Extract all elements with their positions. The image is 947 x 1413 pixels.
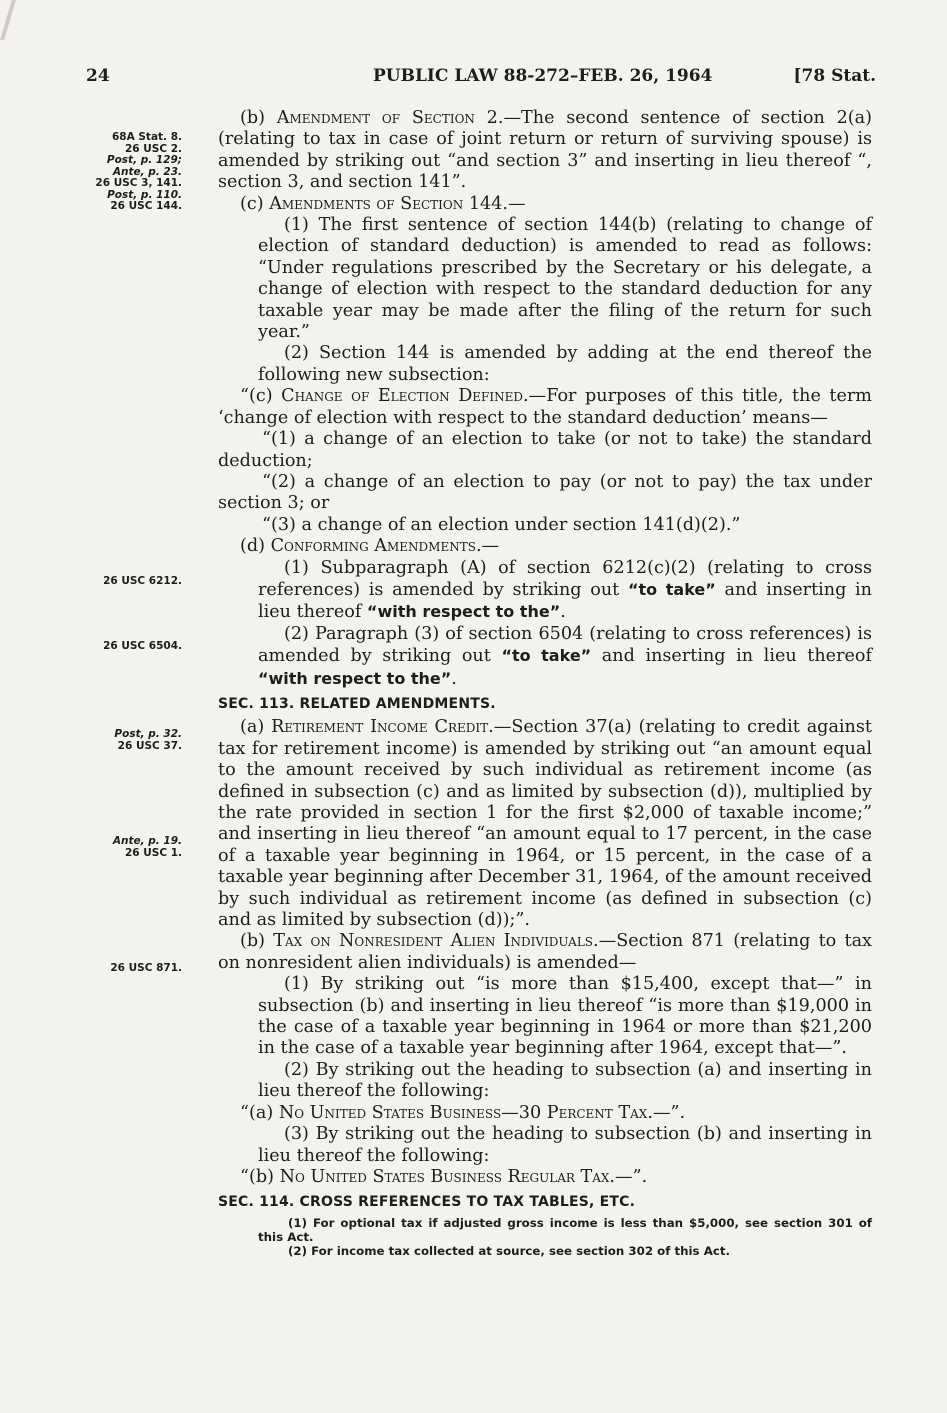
- paragraph-t2: (2) By striking out the heading to subsection (a) and inserting in lieu thereof the following:: [258, 1059, 872, 1102]
- caption: Amendments of Section 144.: [269, 193, 509, 214]
- running-header: [86, 66, 876, 94]
- quoted-heading-a: “(a) No United States Business—30 Percent Tax.—”.: [240, 1102, 686, 1123]
- margin-note: 26 USC 3, 141.: [95, 177, 182, 189]
- paragraph-d2: (2) Paragraph (3) of section 6504 (relating to cross references) is amended by striking out “to take” and inserting in lieu thereof “with respect to the”.: [258, 623, 873, 689]
- caption: No United States Business—30 Percent Tax.: [278, 1102, 653, 1123]
- section-heading-113: SEC. 113. RELATED AMENDMENTS.: [218, 695, 496, 712]
- margin-note: Post, p. 32.: [114, 728, 182, 740]
- page-number: 24: [86, 66, 110, 86]
- margin-note: 26 USC 6212.: [103, 575, 182, 587]
- header-title: PUBLIC LAW 88-272–FEB. 26, 1964: [373, 66, 713, 86]
- cross-reference-1: (1) For optional tax if adjusted gross income is less than $5,000, see section 301 of this Act.: [258, 1215, 872, 1244]
- margin-note: 26 USC 144.: [110, 200, 182, 212]
- paragraph-c2: (2) Section 144 is amended by adding at the end thereof the following new subsection:: [258, 343, 872, 385]
- header-statute: [78 Stat.: [793, 66, 876, 86]
- caption: Tax on Nonresident Alien Individuals.: [273, 931, 599, 952]
- quoted-clause-3: “(3) a change of an election under section 141(d)(2).”: [262, 514, 741, 535]
- paragraph-d: (d) Conforming Amendments.—: [240, 536, 500, 557]
- paragraph-b: (b) Amendment of Section 2.—The second sentence of section 2(a) (relating to tax in case of joint return or return of surviving spouse) is amended by striking out “and section 3” and inserting in lieu thereof “, section 3, and section 141”.: [218, 108, 872, 193]
- paragraph-nonresident: (b) Tax on Nonresident Alien Individuals.—Section 871 (relating to tax on nonresident alien individuals) is amended—: [218, 931, 872, 973]
- caption: Conforming Amendments.: [270, 536, 482, 557]
- quoted-heading-b: “(b) No United States Business Regular Tax.—”.: [240, 1166, 648, 1187]
- margin-note: 68A Stat. 8.: [111, 131, 182, 143]
- quoted-subsection-c: “(c) Change of Election Defined.—For purposes of this title, the term ‘change of election with respect to the standard deduction’ means—: [218, 386, 872, 428]
- statute-text: [218, 108, 872, 1258]
- quoted-clause-1: “(1) a change of an election to take (or not to take) the standard deduction;: [218, 429, 872, 471]
- margin-note-group: [70, 836, 182, 859]
- margin-note: Ante, p. 19.: [112, 835, 182, 847]
- margin-note: Post, p. 129;: [106, 154, 182, 166]
- paragraph-d1: (1) Subparagraph (A) of section 6212(c)(2) (relating to cross references) is amended by striking out “to take” and inserting in lieu thereof “with respect to the”.: [258, 557, 873, 623]
- section-heading-114: SEC. 114. CROSS REFERENCES TO TAX TABLES, ETC.: [218, 1194, 636, 1211]
- quoted-clause-2: “(2) a change of an election to pay (or not to pay) the tax under section 3; or: [218, 471, 872, 514]
- margin-note: Ante, p. 23.: [112, 165, 182, 178]
- caption: Retirement Income Credit.: [271, 717, 494, 738]
- margin-note: 26 USC 871.: [110, 962, 182, 974]
- caption: No United States Business Regular Tax.: [279, 1166, 616, 1187]
- margin-note-group: [70, 132, 182, 213]
- paragraph-t3: (3) By striking out the heading to subsection (b) and inserting in lieu thereof the following:: [258, 1124, 872, 1166]
- paragraph-c: (c) Amendments of Section 144.—: [240, 193, 526, 214]
- margin-note: 26 USC 37.: [117, 739, 182, 752]
- page-edge-mark: [0, 0, 20, 40]
- margin-note: 26 USC 6504.: [103, 640, 182, 652]
- caption: Change of Election Defined.: [281, 386, 529, 407]
- margin-note: 26 USC 2.: [124, 142, 182, 155]
- paragraph-t1: (1) By striking out “is more than $15,400, except that—” in subsection (b) and inserting in lieu thereof “is more than $19,000 in the case of a taxable year beginning in 1964 or more than $21,200 in the case of a taxable year beginning after 1964, except that—”.: [258, 974, 872, 1059]
- margin-note: Post, p. 110.: [107, 188, 182, 201]
- cross-reference-2: (2) For income tax collected at source, see section 302 of this Act.: [288, 1243, 730, 1258]
- margin-note: 26 USC 1.: [124, 846, 182, 859]
- caption: Amendment of Section 2.: [276, 108, 504, 128]
- margin-note-group: [70, 729, 182, 752]
- paragraph-retirement: (a) Retirement Income Credit.—Section 37(a) (relating to credit against tax for retirement income) is amended by striking out “an amount equal to the amount received by such individual as retirement income (as defined in subsection (c) and as limited by subsection (d)), multiplied by the rate provided in section 1 for the first $2,000 of taxable income;” and inserting in lieu thereof “an amount equal to 17 percent, in the case of a taxable year beginning in 1964, or 15 percent, in the case of a taxable year beginning after December 31, 1964, of the amount received by such individual as retirement income (as defined in subsection (c) and as limited by subsection (d));”.: [218, 717, 872, 931]
- paragraph-c1: (1) The first sentence of section 144(b) (relating to change of election of standard deduction) is amended to read as follows: “Under regulations prescribed by the Secretary or his delegate, a change of election with respect to the standard deduction for any taxable year may be made after the filing of the return for such year.”: [258, 215, 872, 343]
